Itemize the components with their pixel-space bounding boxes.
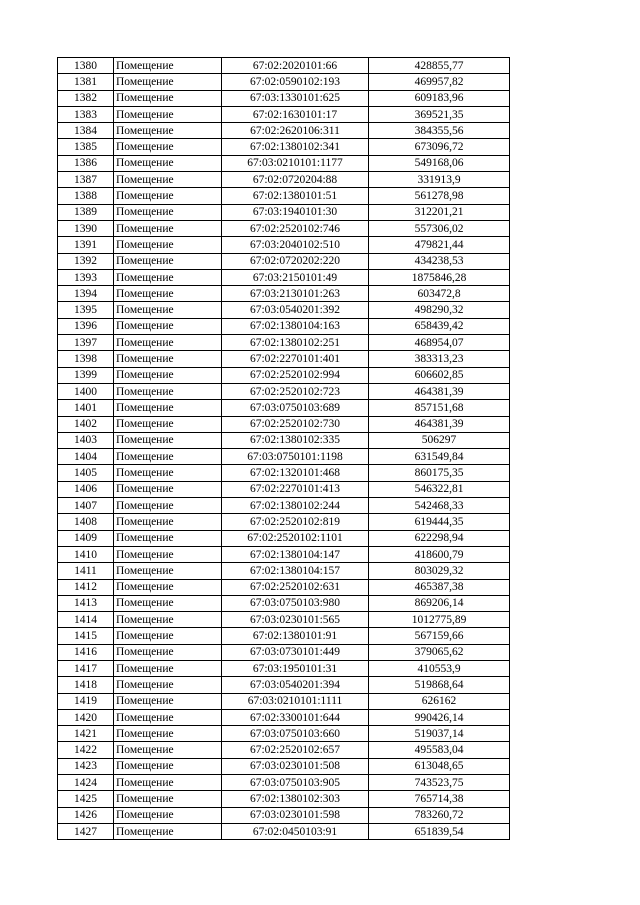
object-type-cell: Помещение — [114, 546, 222, 562]
object-type-cell: Помещение — [114, 74, 222, 90]
object-type-cell: Помещение — [114, 123, 222, 139]
row-number-cell: 1391 — [58, 237, 114, 253]
cadastral-number-cell: 67:03:0210101:1111 — [222, 693, 369, 709]
cadastral-value-cell: 519037,14 — [369, 726, 510, 742]
cadastral-value-cell: 331913,9 — [369, 172, 510, 188]
document-page — [57, 57, 507, 840]
cadastral-number-cell: 67:02:1380104:157 — [222, 563, 369, 579]
row-number-cell: 1422 — [58, 742, 114, 758]
cadastral-value-cell: 1875846,28 — [369, 269, 510, 285]
cadastral-number-cell: 67:02:1380101:51 — [222, 188, 369, 204]
cadastral-number-cell: 67:03:0230101:565 — [222, 612, 369, 628]
row-number-cell: 1385 — [58, 139, 114, 155]
row-number-cell: 1394 — [58, 286, 114, 302]
object-type-cell: Помещение — [114, 383, 222, 399]
row-number-cell: 1408 — [58, 514, 114, 530]
object-type-cell: Помещение — [114, 400, 222, 416]
row-number-cell: 1421 — [58, 726, 114, 742]
cadastral-number-cell: 67:02:2520102:657 — [222, 742, 369, 758]
table-row — [58, 465, 510, 481]
row-number-cell: 1426 — [58, 807, 114, 823]
cadastral-number-cell: 67:02:2520102:631 — [222, 579, 369, 595]
object-type-cell: Помещение — [114, 220, 222, 236]
row-number-cell: 1397 — [58, 335, 114, 351]
cadastral-number-cell: 67:02:2520102:723 — [222, 383, 369, 399]
table-row — [58, 269, 510, 285]
cadastral-number-cell: 67:02:0720202:220 — [222, 253, 369, 269]
cadastral-value-cell: 428855,77 — [369, 58, 510, 74]
cadastral-value-cell: 464381,39 — [369, 383, 510, 399]
property-table — [57, 57, 510, 840]
cadastral-value-cell: 651839,54 — [369, 823, 510, 839]
cadastral-number-cell: 67:02:0450103:91 — [222, 823, 369, 839]
object-type-cell: Помещение — [114, 709, 222, 725]
table-row — [58, 449, 510, 465]
object-type-cell: Помещение — [114, 139, 222, 155]
cadastral-number-cell: 67:02:1380104:163 — [222, 318, 369, 334]
row-number-cell: 1407 — [58, 498, 114, 514]
object-type-cell: Помещение — [114, 188, 222, 204]
table-row — [58, 383, 510, 399]
row-number-cell: 1389 — [58, 204, 114, 220]
cadastral-number-cell: 67:03:0750103:689 — [222, 400, 369, 416]
cadastral-value-cell: 990426,14 — [369, 709, 510, 725]
object-type-cell: Помещение — [114, 416, 222, 432]
table-row — [58, 628, 510, 644]
cadastral-number-cell: 67:03:2040102:510 — [222, 237, 369, 253]
object-type-cell: Помещение — [114, 628, 222, 644]
table-row — [58, 351, 510, 367]
cadastral-value-cell: 631549,84 — [369, 449, 510, 465]
row-number-cell: 1399 — [58, 367, 114, 383]
table-row — [58, 139, 510, 155]
row-number-cell: 1412 — [58, 579, 114, 595]
row-number-cell: 1383 — [58, 106, 114, 122]
cadastral-value-cell: 434238,53 — [369, 253, 510, 269]
table-row — [58, 693, 510, 709]
row-number-cell: 1414 — [58, 612, 114, 628]
object-type-cell: Помещение — [114, 318, 222, 334]
row-number-cell: 1411 — [58, 563, 114, 579]
row-number-cell: 1382 — [58, 90, 114, 106]
row-number-cell: 1388 — [58, 188, 114, 204]
object-type-cell: Помещение — [114, 172, 222, 188]
table-row — [58, 742, 510, 758]
cadastral-number-cell: 67:02:1380104:147 — [222, 546, 369, 562]
cadastral-number-cell: 67:02:1630101:17 — [222, 106, 369, 122]
object-type-cell: Помещение — [114, 775, 222, 791]
cadastral-number-cell: 67:03:0750103:660 — [222, 726, 369, 742]
cadastral-number-cell: 67:03:0230101:508 — [222, 758, 369, 774]
cadastral-value-cell: 384355,56 — [369, 123, 510, 139]
cadastral-number-cell: 67:02:0720204:88 — [222, 172, 369, 188]
cadastral-value-cell: 557306,02 — [369, 220, 510, 236]
cadastral-number-cell: 67:03:0540201:394 — [222, 677, 369, 693]
object-type-cell: Помещение — [114, 498, 222, 514]
table-body — [58, 58, 510, 840]
cadastral-value-cell: 379065,62 — [369, 644, 510, 660]
object-type-cell: Помещение — [114, 791, 222, 807]
row-number-cell: 1424 — [58, 775, 114, 791]
cadastral-number-cell: 67:03:0540201:392 — [222, 302, 369, 318]
cadastral-value-cell: 418600,79 — [369, 546, 510, 562]
table-row — [58, 546, 510, 562]
row-number-cell: 1418 — [58, 677, 114, 693]
table-row — [58, 563, 510, 579]
table-row — [58, 709, 510, 725]
cadastral-number-cell: 67:02:1320101:468 — [222, 465, 369, 481]
cadastral-number-cell: 67:02:2270101:413 — [222, 481, 369, 497]
cadastral-number-cell: 67:02:2520102:746 — [222, 220, 369, 236]
table-row — [58, 253, 510, 269]
object-type-cell: Помещение — [114, 367, 222, 383]
cadastral-value-cell: 498290,32 — [369, 302, 510, 318]
table-row — [58, 660, 510, 676]
row-number-cell: 1396 — [58, 318, 114, 334]
cadastral-number-cell: 67:02:1380101:91 — [222, 628, 369, 644]
cadastral-number-cell: 67:03:0730101:449 — [222, 644, 369, 660]
row-number-cell: 1410 — [58, 546, 114, 562]
cadastral-number-cell: 67:02:1380102:251 — [222, 335, 369, 351]
cadastral-value-cell: 469957,82 — [369, 74, 510, 90]
row-number-cell: 1416 — [58, 644, 114, 660]
object-type-cell: Помещение — [114, 432, 222, 448]
table-row — [58, 823, 510, 839]
row-number-cell: 1387 — [58, 172, 114, 188]
cadastral-number-cell: 67:03:1950101:31 — [222, 660, 369, 676]
cadastral-number-cell: 67:03:0750103:980 — [222, 595, 369, 611]
cadastral-value-cell: 743523,75 — [369, 775, 510, 791]
object-type-cell: Помещение — [114, 530, 222, 546]
table-row — [58, 677, 510, 693]
table-row — [58, 514, 510, 530]
cadastral-number-cell: 67:02:2520102:730 — [222, 416, 369, 432]
table-row — [58, 498, 510, 514]
table-row — [58, 791, 510, 807]
cadastral-value-cell: 626162 — [369, 693, 510, 709]
object-type-cell: Помещение — [114, 660, 222, 676]
cadastral-number-cell: 67:02:2620106:311 — [222, 123, 369, 139]
object-type-cell: Помещение — [114, 742, 222, 758]
row-number-cell: 1405 — [58, 465, 114, 481]
table-row — [58, 530, 510, 546]
table-row — [58, 172, 510, 188]
object-type-cell: Помещение — [114, 563, 222, 579]
row-number-cell: 1417 — [58, 660, 114, 676]
cadastral-value-cell: 613048,65 — [369, 758, 510, 774]
cadastral-number-cell: 67:02:1380102:303 — [222, 791, 369, 807]
cadastral-number-cell: 67:02:2020101:66 — [222, 58, 369, 74]
object-type-cell: Помещение — [114, 449, 222, 465]
table-row — [58, 335, 510, 351]
cadastral-value-cell: 622298,94 — [369, 530, 510, 546]
cadastral-value-cell: 603472,8 — [369, 286, 510, 302]
row-number-cell: 1381 — [58, 74, 114, 90]
table-row — [58, 106, 510, 122]
object-type-cell: Помещение — [114, 90, 222, 106]
cadastral-value-cell: 869206,14 — [369, 595, 510, 611]
object-type-cell: Помещение — [114, 595, 222, 611]
table-row — [58, 204, 510, 220]
cadastral-value-cell: 619444,35 — [369, 514, 510, 530]
object-type-cell: Помещение — [114, 106, 222, 122]
row-number-cell: 1425 — [58, 791, 114, 807]
cadastral-number-cell: 67:03:2130101:263 — [222, 286, 369, 302]
cadastral-number-cell: 67:02:1380102:335 — [222, 432, 369, 448]
table-row — [58, 775, 510, 791]
cadastral-number-cell: 67:03:2150101:49 — [222, 269, 369, 285]
table-row — [58, 188, 510, 204]
cadastral-value-cell: 561278,98 — [369, 188, 510, 204]
table-row — [58, 237, 510, 253]
row-number-cell: 1386 — [58, 155, 114, 171]
cadastral-value-cell: 479821,44 — [369, 237, 510, 253]
object-type-cell: Помещение — [114, 58, 222, 74]
cadastral-number-cell: 67:02:2520102:994 — [222, 367, 369, 383]
cadastral-value-cell: 369521,35 — [369, 106, 510, 122]
object-type-cell: Помещение — [114, 481, 222, 497]
object-type-cell: Помещение — [114, 269, 222, 285]
object-type-cell: Помещение — [114, 302, 222, 318]
cadastral-number-cell: 67:03:1940101:30 — [222, 204, 369, 220]
cadastral-value-cell: 765714,38 — [369, 791, 510, 807]
row-number-cell: 1402 — [58, 416, 114, 432]
cadastral-number-cell: 67:03:0210101:1177 — [222, 155, 369, 171]
row-number-cell: 1393 — [58, 269, 114, 285]
table-row — [58, 595, 510, 611]
row-number-cell: 1401 — [58, 400, 114, 416]
cadastral-number-cell: 67:02:2520102:819 — [222, 514, 369, 530]
object-type-cell: Помещение — [114, 693, 222, 709]
table-row — [58, 807, 510, 823]
cadastral-value-cell: 410553,9 — [369, 660, 510, 676]
row-number-cell: 1403 — [58, 432, 114, 448]
table-row — [58, 220, 510, 236]
object-type-cell: Помещение — [114, 465, 222, 481]
table-row — [58, 367, 510, 383]
row-number-cell: 1409 — [58, 530, 114, 546]
object-type-cell: Помещение — [114, 204, 222, 220]
object-type-cell: Помещение — [114, 726, 222, 742]
cadastral-number-cell: 67:02:2270101:401 — [222, 351, 369, 367]
cadastral-value-cell: 464381,39 — [369, 416, 510, 432]
table-row — [58, 432, 510, 448]
cadastral-value-cell: 495583,04 — [369, 742, 510, 758]
cadastral-number-cell: 67:02:1380102:244 — [222, 498, 369, 514]
cadastral-number-cell: 67:03:0750101:1198 — [222, 449, 369, 465]
cadastral-value-cell: 312201,21 — [369, 204, 510, 220]
row-number-cell: 1380 — [58, 58, 114, 74]
row-number-cell: 1392 — [58, 253, 114, 269]
cadastral-value-cell: 658439,42 — [369, 318, 510, 334]
row-number-cell: 1406 — [58, 481, 114, 497]
table-row — [58, 155, 510, 171]
row-number-cell: 1400 — [58, 383, 114, 399]
table-row — [58, 286, 510, 302]
object-type-cell: Помещение — [114, 644, 222, 660]
cadastral-value-cell: 468954,07 — [369, 335, 510, 351]
table-row — [58, 612, 510, 628]
cadastral-value-cell: 546322,81 — [369, 481, 510, 497]
row-number-cell: 1423 — [58, 758, 114, 774]
object-type-cell: Помещение — [114, 514, 222, 530]
row-number-cell: 1384 — [58, 123, 114, 139]
table-row — [58, 758, 510, 774]
table-row — [58, 58, 510, 74]
cadastral-value-cell: 609183,96 — [369, 90, 510, 106]
cadastral-value-cell: 383313,23 — [369, 351, 510, 367]
row-number-cell: 1395 — [58, 302, 114, 318]
table-row — [58, 318, 510, 334]
cadastral-number-cell: 67:02:1380102:341 — [222, 139, 369, 155]
table-row — [58, 726, 510, 742]
cadastral-number-cell: 67:02:0590102:193 — [222, 74, 369, 90]
object-type-cell: Помещение — [114, 807, 222, 823]
table-row — [58, 400, 510, 416]
row-number-cell: 1404 — [58, 449, 114, 465]
row-number-cell: 1390 — [58, 220, 114, 236]
cadastral-value-cell: 673096,72 — [369, 139, 510, 155]
cadastral-value-cell: 542468,33 — [369, 498, 510, 514]
table-row — [58, 74, 510, 90]
cadastral-value-cell: 519868,64 — [369, 677, 510, 693]
table-row — [58, 579, 510, 595]
cadastral-value-cell: 857151,68 — [369, 400, 510, 416]
object-type-cell: Помещение — [114, 335, 222, 351]
cadastral-number-cell: 67:03:0750103:905 — [222, 775, 369, 791]
cadastral-value-cell: 803029,32 — [369, 563, 510, 579]
cadastral-number-cell: 67:02:3300101:644 — [222, 709, 369, 725]
row-number-cell: 1398 — [58, 351, 114, 367]
cadastral-value-cell: 1012775,89 — [369, 612, 510, 628]
object-type-cell: Помещение — [114, 253, 222, 269]
object-type-cell: Помещение — [114, 155, 222, 171]
table-row — [58, 644, 510, 660]
cadastral-number-cell: 67:03:0230101:598 — [222, 807, 369, 823]
object-type-cell: Помещение — [114, 823, 222, 839]
row-number-cell: 1420 — [58, 709, 114, 725]
object-type-cell: Помещение — [114, 351, 222, 367]
cadastral-value-cell: 606602,85 — [369, 367, 510, 383]
cadastral-value-cell: 860175,35 — [369, 465, 510, 481]
row-number-cell: 1413 — [58, 595, 114, 611]
row-number-cell: 1427 — [58, 823, 114, 839]
cadastral-value-cell: 465387,38 — [369, 579, 510, 595]
object-type-cell: Помещение — [114, 286, 222, 302]
cadastral-value-cell: 549168,06 — [369, 155, 510, 171]
cadastral-number-cell: 67:03:1330101:625 — [222, 90, 369, 106]
object-type-cell: Помещение — [114, 612, 222, 628]
row-number-cell: 1415 — [58, 628, 114, 644]
table-row — [58, 302, 510, 318]
cadastral-value-cell: 783260,72 — [369, 807, 510, 823]
cadastral-value-cell: 506297 — [369, 432, 510, 448]
object-type-cell: Помещение — [114, 237, 222, 253]
table-row — [58, 481, 510, 497]
cadastral-value-cell: 567159,66 — [369, 628, 510, 644]
table-row — [58, 123, 510, 139]
table-row — [58, 416, 510, 432]
object-type-cell: Помещение — [114, 758, 222, 774]
object-type-cell: Помещение — [114, 579, 222, 595]
cadastral-number-cell: 67:02:2520102:1101 — [222, 530, 369, 546]
row-number-cell: 1419 — [58, 693, 114, 709]
object-type-cell: Помещение — [114, 677, 222, 693]
table-row — [58, 90, 510, 106]
